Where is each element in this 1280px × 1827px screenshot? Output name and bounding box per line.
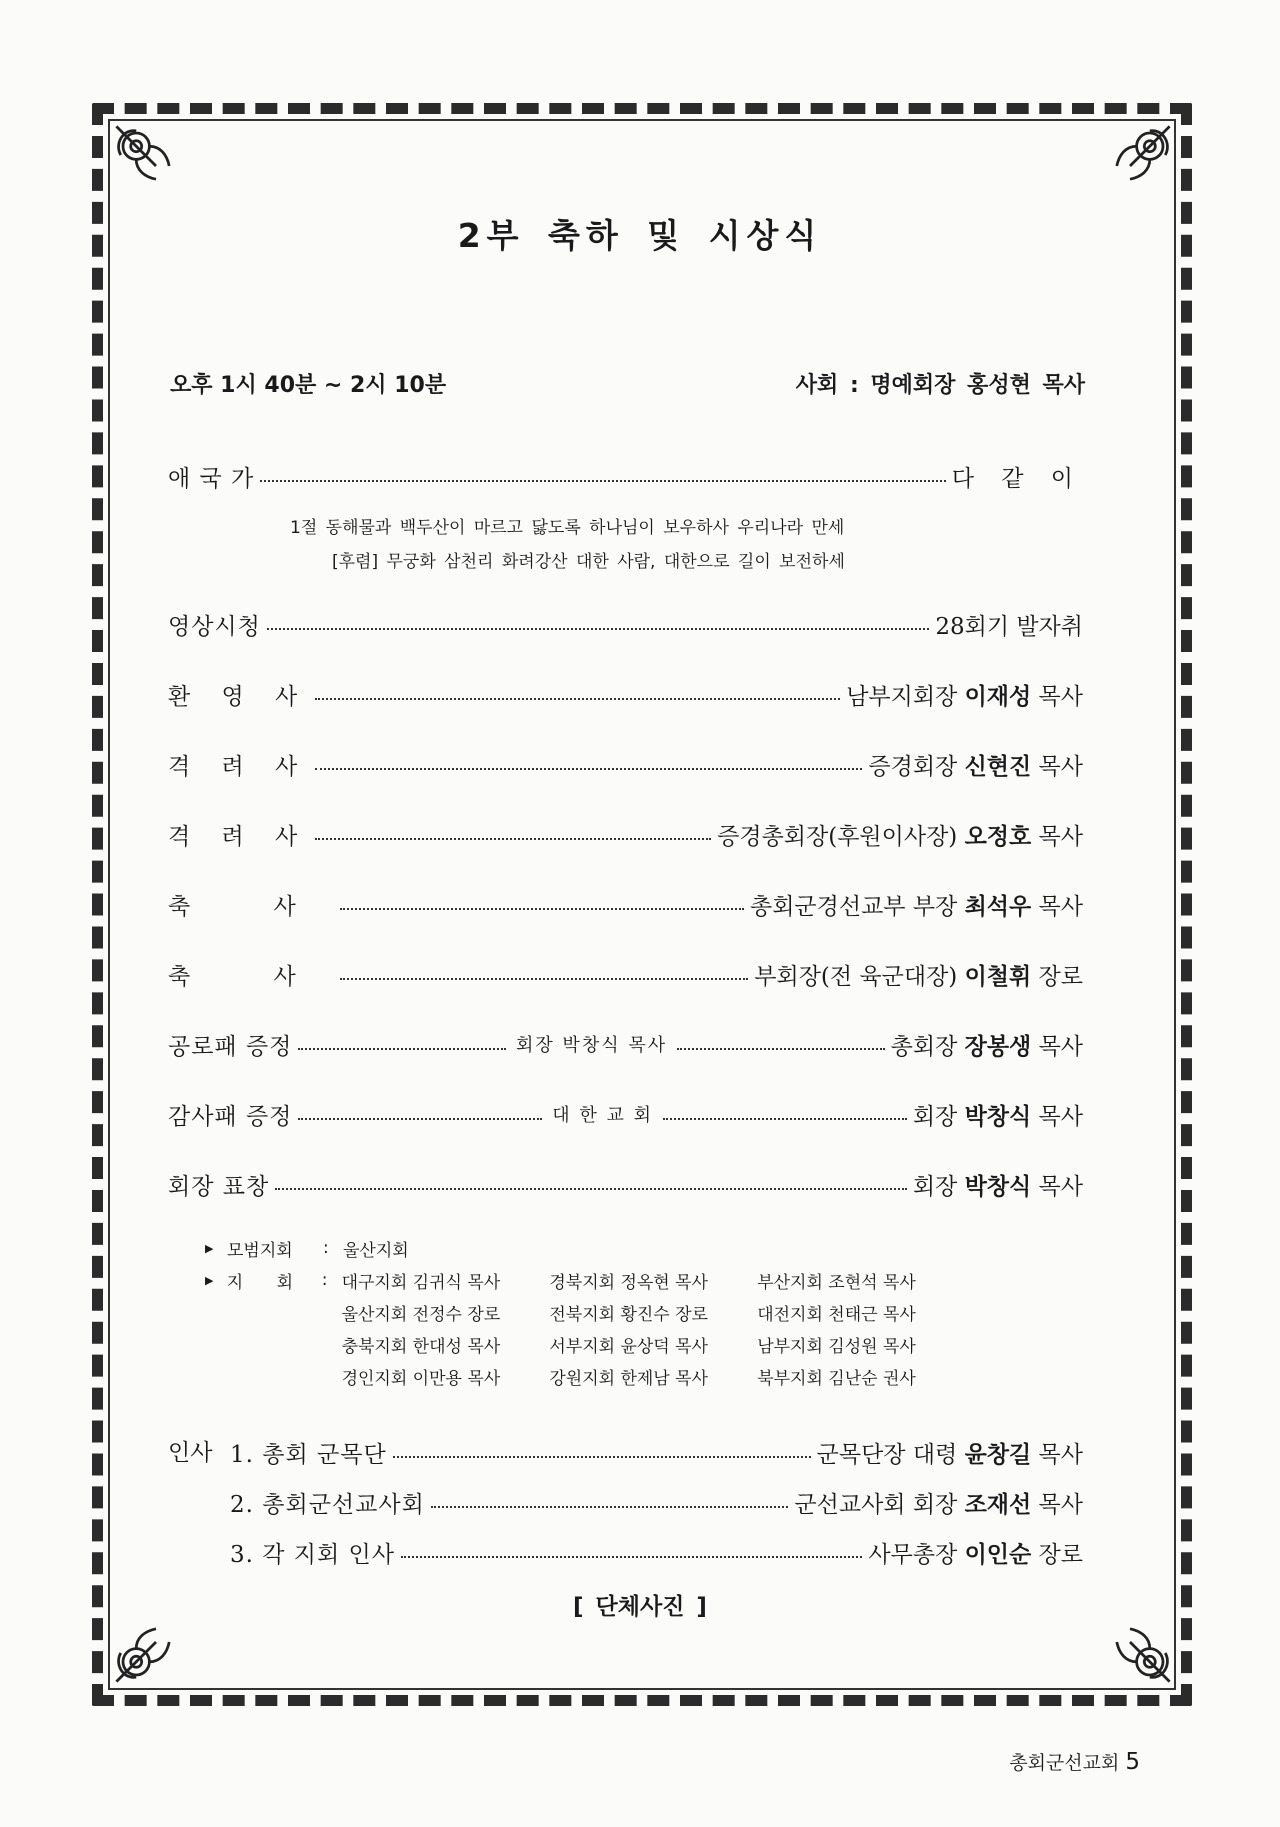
dot-leader <box>267 625 929 630</box>
dot-leader <box>340 905 744 910</box>
program-performer: 남부지회장 이재성 목사 <box>846 683 1083 710</box>
dot-leader <box>315 765 862 770</box>
program-label: 환 영 사 <box>168 683 310 710</box>
dot-leader <box>298 1045 506 1050</box>
award-key: 지 회 <box>226 1272 308 1293</box>
greeting-performer: 군목단장 대령 윤창길 목사 <box>816 1441 1083 1468</box>
award-recipient: 전북지회 황진수 장로 <box>549 1304 708 1325</box>
program-row <box>168 746 1083 782</box>
award-recipient: 서부지회 윤상덕 목사 <box>549 1336 708 1357</box>
greeting-row <box>230 1484 1083 1520</box>
greeting-performer: 사무총장 이인순 장로 <box>868 1541 1083 1568</box>
award-recipient: 북부지회 김난순 권사 <box>757 1368 916 1389</box>
dot-leader <box>393 1453 811 1458</box>
award-key: 모범지회 <box>227 1240 293 1261</box>
award-recipient: 경인지회 이만용 목사 <box>341 1368 501 1389</box>
dot-leader <box>663 1115 907 1120</box>
program-performer: 증경총회장(후원이사장) 오정호 목사 <box>717 823 1083 850</box>
footer-org: 총회군선교회 <box>1009 1752 1120 1774</box>
dot-leader <box>260 477 945 482</box>
program-label: 격 려 사 <box>168 823 310 850</box>
award-branch-line: ▶ 지 회 : 대구지회 김귀식 목사 경북지회 정옥현 목사 부산지회 조현석 목사 <box>205 1264 965 1296</box>
dot-leader <box>401 1553 862 1558</box>
program-row-plaque <box>168 1026 1083 1062</box>
award-value: 울산지회 <box>343 1240 409 1261</box>
awards-list <box>205 1232 965 1392</box>
triangle-bullet-icon: ▶ <box>205 1273 214 1287</box>
award-recipient: 충북지회 한대성 목사 <box>341 1336 501 1357</box>
program-label: 축 사 <box>168 963 334 990</box>
program-performer: 28회기 발자취 <box>935 613 1083 640</box>
greeting-label: 3. 각 지회 인사 <box>230 1541 395 1568</box>
dot-leader <box>431 1503 789 1508</box>
award-recipient: 대전지회 천태근 목사 <box>757 1304 916 1325</box>
program-performer: 증경회장 신현진 목사 <box>868 753 1083 780</box>
award-recipient: 남부지회 김성원 목사 <box>757 1336 916 1357</box>
corner-ornament-icon <box>112 122 178 188</box>
award-branch-line <box>205 1296 965 1328</box>
program-performer: 총회군경선교부 부장 최석우 목사 <box>750 893 1083 920</box>
greeting-performer: 군선교사회 회장 조재선 목사 <box>794 1491 1083 1518</box>
award-recipient: 대구지회 김귀식 목사 <box>341 1272 501 1293</box>
recipient: 대 한 교 회 <box>552 1105 653 1126</box>
greeting-label: 2. 총회군선교사회 <box>230 1491 425 1518</box>
program-row <box>168 676 1083 712</box>
program-performer: 다 같 이 <box>951 465 1083 492</box>
program-performer: 부회장(전 육군대장) 이철휘 장로 <box>754 963 1083 990</box>
time-range: 오후 1시 40분 ~ 2시 10분 <box>170 373 447 398</box>
program-label: 영상시청 <box>168 613 261 640</box>
program-row <box>168 886 1083 922</box>
program-performer: 총회장 장봉생 목사 <box>890 1033 1084 1060</box>
program-label: 축 사 <box>168 893 334 920</box>
award-recipient: 울산지회 전정수 장로 <box>341 1304 501 1325</box>
greetings-label: 인사 <box>168 1440 213 1466</box>
award-recipient: 강원지회 한제남 목사 <box>549 1368 708 1389</box>
award-branch-line <box>205 1328 965 1360</box>
award-recipient: 경북지회 정옥현 목사 <box>549 1272 708 1293</box>
program-label: 공로패 증정 <box>168 1033 293 1060</box>
page-number: 5 <box>1125 1749 1140 1775</box>
award-model-line: ▶ 모범지회 : 울산지회 <box>205 1232 965 1264</box>
program-row-anthem <box>168 458 1083 494</box>
greeting-row <box>230 1534 1083 1570</box>
program-label: 감사패 증정 <box>168 1103 293 1130</box>
page-title: 2부 축하 및 시상식 <box>457 216 823 255</box>
dot-leader <box>340 975 749 980</box>
group-photo-label: [ 단체사진 ] <box>573 1594 707 1620</box>
program-row <box>168 606 1083 642</box>
host-info: 사회 : 명예회장 홍성현 목사 <box>795 373 1085 398</box>
dot-leader <box>315 835 711 840</box>
greeting-row <box>230 1434 1083 1470</box>
anthem-lyric-verse: 1절 동해물과 백두산이 마르고 닳도록 하나님이 보우하사 우리나라 만세 <box>290 518 845 538</box>
dot-leader <box>315 695 840 700</box>
program-row <box>168 956 1083 992</box>
program-label: 애 국 가 <box>168 465 255 492</box>
program-performer: 회장 박창식 목사 <box>912 1173 1083 1200</box>
program-performer: 회장 박창식 목사 <box>912 1103 1083 1130</box>
anthem-lyric-chorus: [후렴] 무궁화 삼천리 화려강산 대한 사람, 대한으로 길이 보전하세 <box>332 552 845 572</box>
dot-leader <box>298 1115 542 1120</box>
triangle-bullet-icon: ▶ <box>205 1241 214 1255</box>
program-row-citation <box>168 1166 1083 1202</box>
program-label: 회장 표창 <box>168 1173 270 1200</box>
program-row-thanks <box>168 1096 1083 1132</box>
corner-ornament-icon <box>1108 122 1174 188</box>
award-branch-line <box>205 1360 965 1392</box>
program-row <box>168 816 1083 852</box>
award-recipient: 부산지회 조현석 목사 <box>757 1272 916 1293</box>
corner-ornament-icon <box>112 1620 178 1686</box>
corner-ornament-icon <box>1108 1620 1174 1686</box>
dot-leader <box>677 1045 885 1050</box>
page-footer <box>1009 1748 1140 1775</box>
recipient: 회장 박창식 목사 <box>515 1035 668 1056</box>
dot-leader <box>275 1185 907 1190</box>
greeting-label: 1. 총회 군목단 <box>230 1441 387 1468</box>
program-label: 격 려 사 <box>168 753 310 780</box>
